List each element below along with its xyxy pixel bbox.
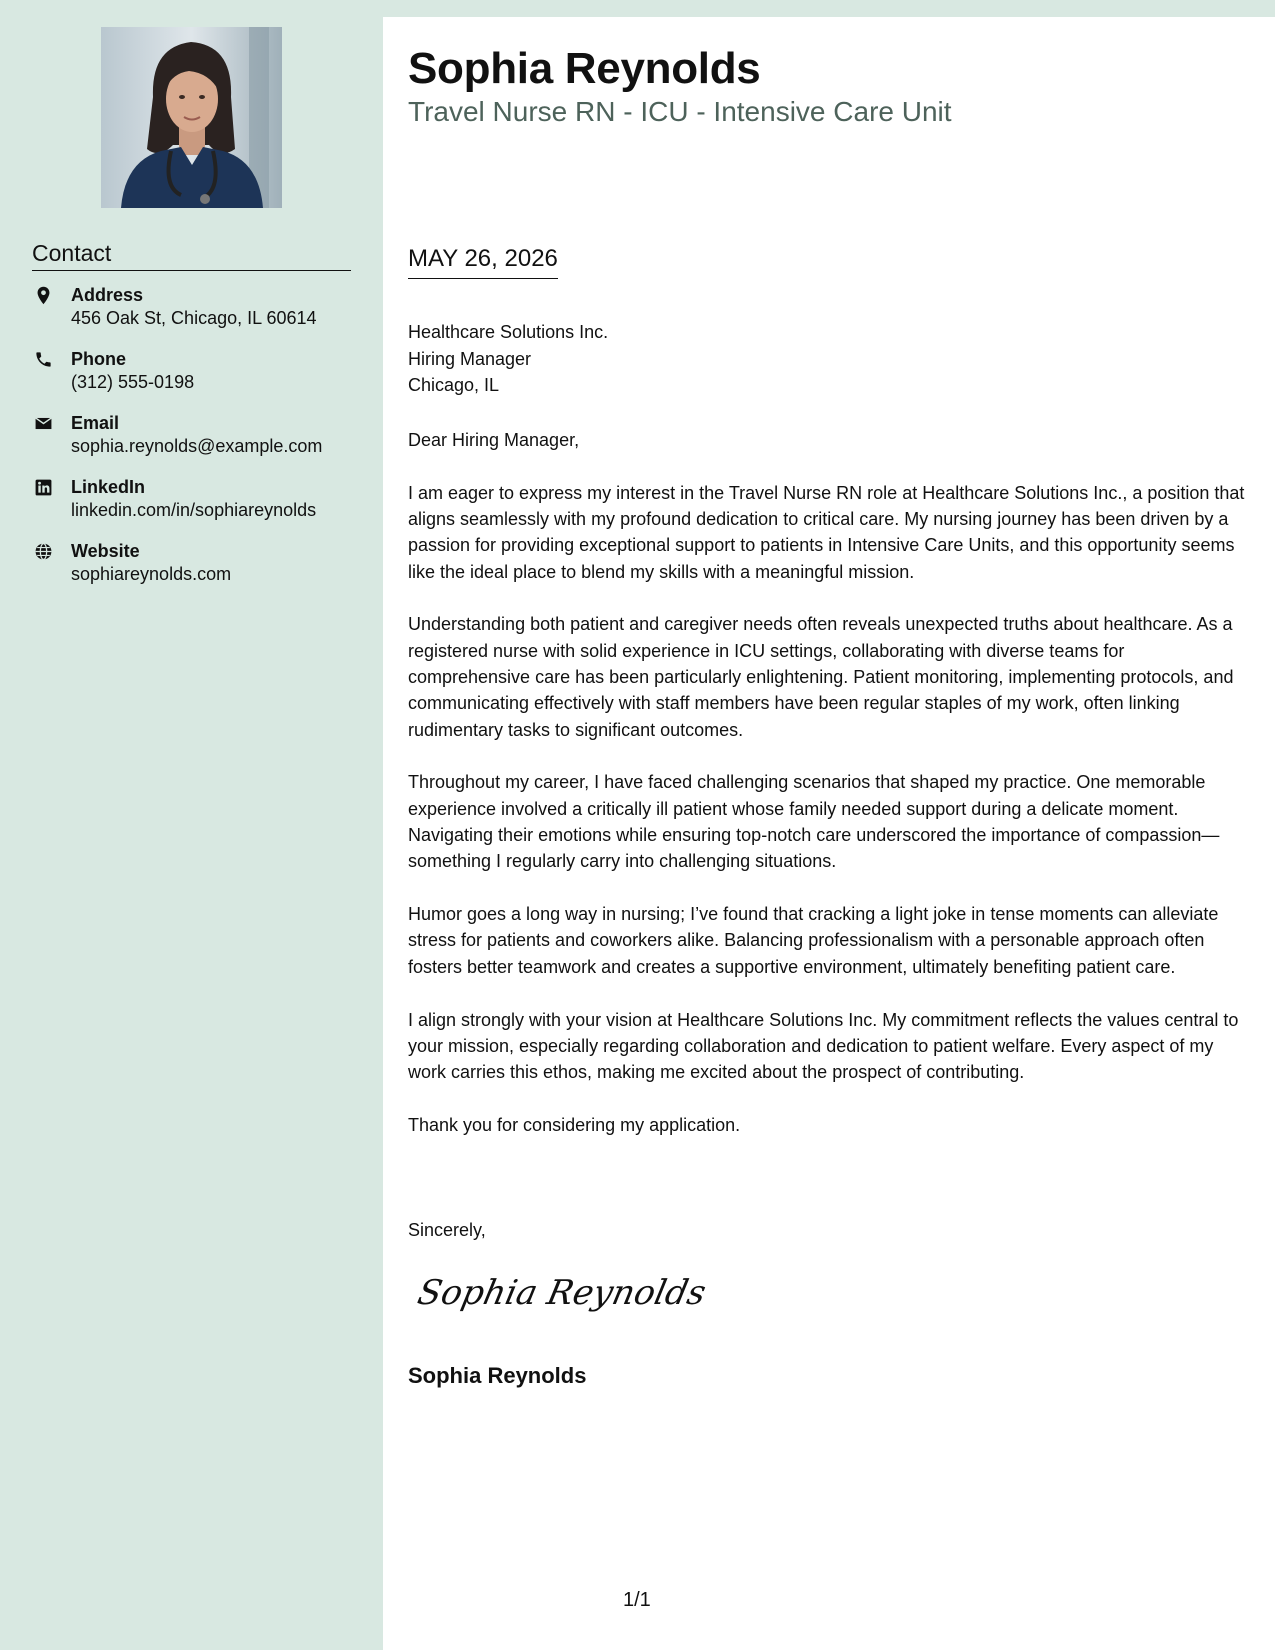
map-pin-icon [34,286,53,305]
recipient-company: Healthcare Solutions Inc. [408,322,609,342]
profile-photo [101,27,282,208]
email-value: sophia.reynolds@example.com [71,436,323,456]
website-value: sophiareynolds.com [71,564,232,584]
signer-name: Sophia Reynolds [408,1363,587,1388]
contact-list [32,284,372,604]
contact-website [32,540,372,604]
signature-text: Sophia Reynolds [414,1273,710,1313]
envelope-icon [34,414,53,433]
letter-body [408,427,1248,1165]
job-title: Travel Nurse RN - ICU - Intensive Care Unit [408,96,952,127]
phone-label: Phone [71,349,127,369]
letter-date: MAY 26, 2026 [408,245,558,279]
linkedin-value: linkedin.com/in/sophiareynolds [71,500,317,520]
body-paragraph: Understanding both patient and caregiver needs often reveals unexpected truths about healthcare. As a registered nurse with solid experience in ICU settings, collaborating with diverse teams for comprehensive care has been particularly enlightening. Patient monitoring, implementing protocols, and communicating effectively with staff members have been regular staples of my work, often linking rudimentary tasks to significant outcomes. [408,614,1234,740]
contact-email [32,412,372,476]
body-paragraph: Throughout my career, I have faced challenging scenarios that shaped my practice. One memorable experience involved a critically ill patient whose family needed support during a delicate moment. Navigating their emotions while ensuring top-notch care underscored the importance of compassion—something I regularly carry into challenging situations. [408,772,1220,872]
recipient-block [408,319,608,399]
portrait-image [101,27,282,208]
address-value: 456 Oak St, Chicago, IL 60614 [71,308,317,328]
body-paragraph: Humor goes a long way in nursing; I’ve found that cracking a light joke in tense moments can alleviate stress for patients and coworkers alike. Balancing professionalism with a personable approach often fosters better teamwork and creates a supportive environment, ultimately benefiting patient care. [408,904,1219,977]
email-label: Email [71,413,120,433]
contact-linkedin [32,476,372,540]
phone-value: (312) 555-0198 [71,372,195,392]
letter-main [383,17,1275,1650]
body-paragraph: Thank you for considering my application. [408,1114,741,1135]
linkedin-icon [34,478,53,497]
sidebar [0,0,383,1650]
signature-image [413,1262,710,1322]
recipient-role: Hiring Manager [408,348,532,369]
website-label: Website [71,541,140,561]
contact-heading: Contact [32,240,351,271]
globe-icon [34,542,53,561]
phone-icon [34,350,53,369]
page-number: 1/1 [623,1589,651,1611]
contact-phone [32,348,372,412]
body-paragraph: I am eager to express my interest in the Travel Nurse RN role at Healthcare Solutions Inc., a position that aligns seamlessly with my profound dedication to critical care. My nursing journey has been driven by a passion for providing exceptional support to patients in Intensive Care Units, and this opportunity seems like the ideal place to blend my skills with a meaningful mission. [408,482,1245,582]
address-label: Address [71,285,144,305]
contact-address [32,284,372,348]
body-paragraph: I align strongly with your vision at Healthcare Solutions Inc. My commitment reflects the values central to your mission, especially regarding collaboration and dedication to patient welfare. Every aspect of my work carries this ethos, making me excited about the prospect of contributing. [408,1009,1239,1083]
applicant-name: Sophia Reynolds [408,44,761,93]
linkedin-label: LinkedIn [71,477,146,497]
salutation: Dear Hiring Manager, [408,430,580,450]
recipient-location: Chicago, IL [408,375,500,395]
closing: Sincerely, [408,1220,486,1240]
